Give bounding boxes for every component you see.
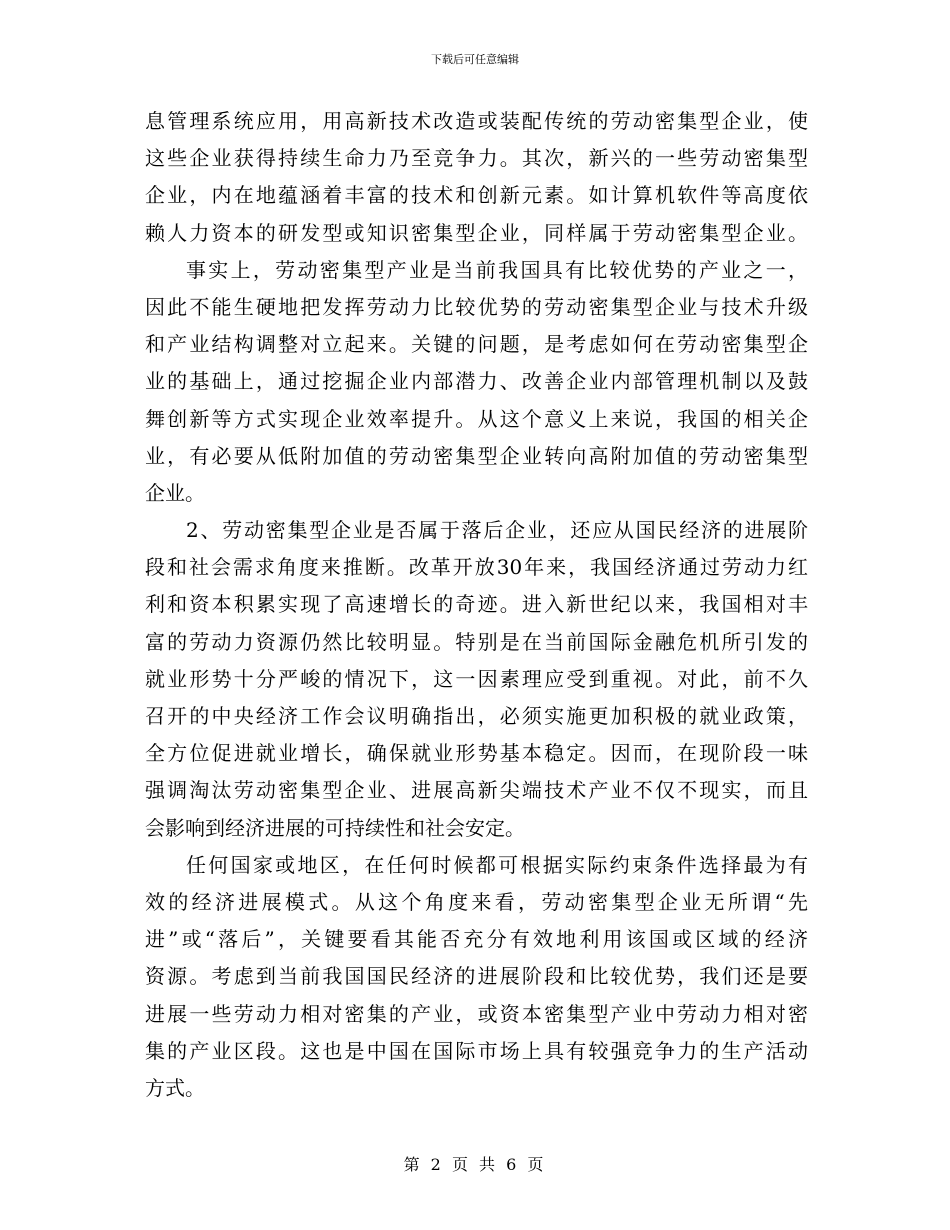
text-line: 企业。 — [145, 480, 205, 505]
text-line: 舞创新等方式实现企业效率提升。从这个意义上来说，我国的相关企 — [145, 406, 808, 431]
text-line: 业，有必要从低附加值的劳动密集型企业转向高附加值的劳动密集型 — [145, 443, 808, 468]
document-body — [145, 103, 808, 1107]
text-line: 业的基础上，通过挖掘企业内部潜力、改善企业内部管理机制以及鼓 — [145, 369, 808, 394]
text-line: 进展一些劳动力相对密集的产业，或资本密集型产业中劳动力相对密 — [145, 1001, 808, 1026]
paragraph — [145, 847, 808, 1107]
text-line: 段和社会需求角度来推断。改革开放30年来，我国经济通过劳动力红 — [145, 555, 808, 580]
page-header: 下载后可任意编辑 — [431, 53, 519, 66]
text-line: 进”或“落后”，关键要看其能否充分有效地利用该国或区域的经济 — [145, 927, 808, 952]
text-line: 效的经济进展模式。从这个角度来看，劳动密集型企业无所谓“先 — [145, 889, 808, 914]
text-line: 集的产业区段。这也是中国在国际市场上具有较强竞争力的生产活动 — [145, 1038, 808, 1063]
text-line: 全方位促进就业增长，确保就业形势基本稳定。因而，在现阶段一味 — [145, 741, 808, 766]
text-line: 任何国家或地区，在任何时候都可根据实际约束条件选择最为有 — [186, 852, 808, 877]
text-line: 企业，内在地蕴涵着丰富的技术和创新元素。如计算机软件等高度依 — [145, 183, 808, 208]
text-line: 2、劳动密集型企业是否属于落后企业，还应从国民经济的进展阶 — [186, 518, 808, 543]
text-line: 方式。 — [145, 1075, 205, 1100]
text-line: 赖人力资本的研发型或知识密集型企业，同样属于劳动密集型企业。 — [145, 220, 808, 245]
text-line: 因此不能生硬地把发挥劳动力比较优势的劳动密集型企业与技术升级 — [145, 294, 808, 319]
text-line: 就业形势十分严峻的情况下，这一因素理应受到重视。对此，前不久 — [145, 666, 808, 691]
text-line: 召开的中央经济工作会议明确指出，必须实施更加积极的就业政策， — [145, 704, 808, 728]
paragraph — [145, 512, 808, 847]
text-line: 富的劳动力资源仍然比较明显。特别是在当前国际金融危机所引发的 — [145, 629, 808, 654]
text-line: 强调淘汰劳动密集型企业、进展高新尖端技术产业不仅不现实，而且 — [145, 778, 808, 803]
page-number-footer: 第 2 页 共 6 页 — [403, 1155, 547, 1174]
paragraph — [145, 103, 808, 252]
paragraph — [145, 252, 808, 512]
text-line: 事实上，劳动密集型产业是当前我国具有比较优势的产业之一， — [186, 257, 808, 282]
text-line: 利和资本积累实现了高速增长的奇迹。进入新世纪以来，我国相对丰 — [145, 592, 808, 617]
text-line: 和产业结构调整对立起来。关键的问题，是考虑如何在劳动密集型企 — [145, 332, 808, 357]
text-line: 资源。考虑到当前我国国民经济的进展阶段和比较优势，我们还是要 — [145, 964, 808, 989]
text-line: 息管理系统应用，用高新技术改造或装配传统的劳动密集型企业，使 — [145, 109, 808, 133]
text-line: 会影响到经济进展的可持续性和社会安定。 — [145, 815, 525, 840]
text-line: 这些企业获得持续生命力乃至竞争力。其次，新兴的一些劳动密集型 — [145, 146, 808, 171]
